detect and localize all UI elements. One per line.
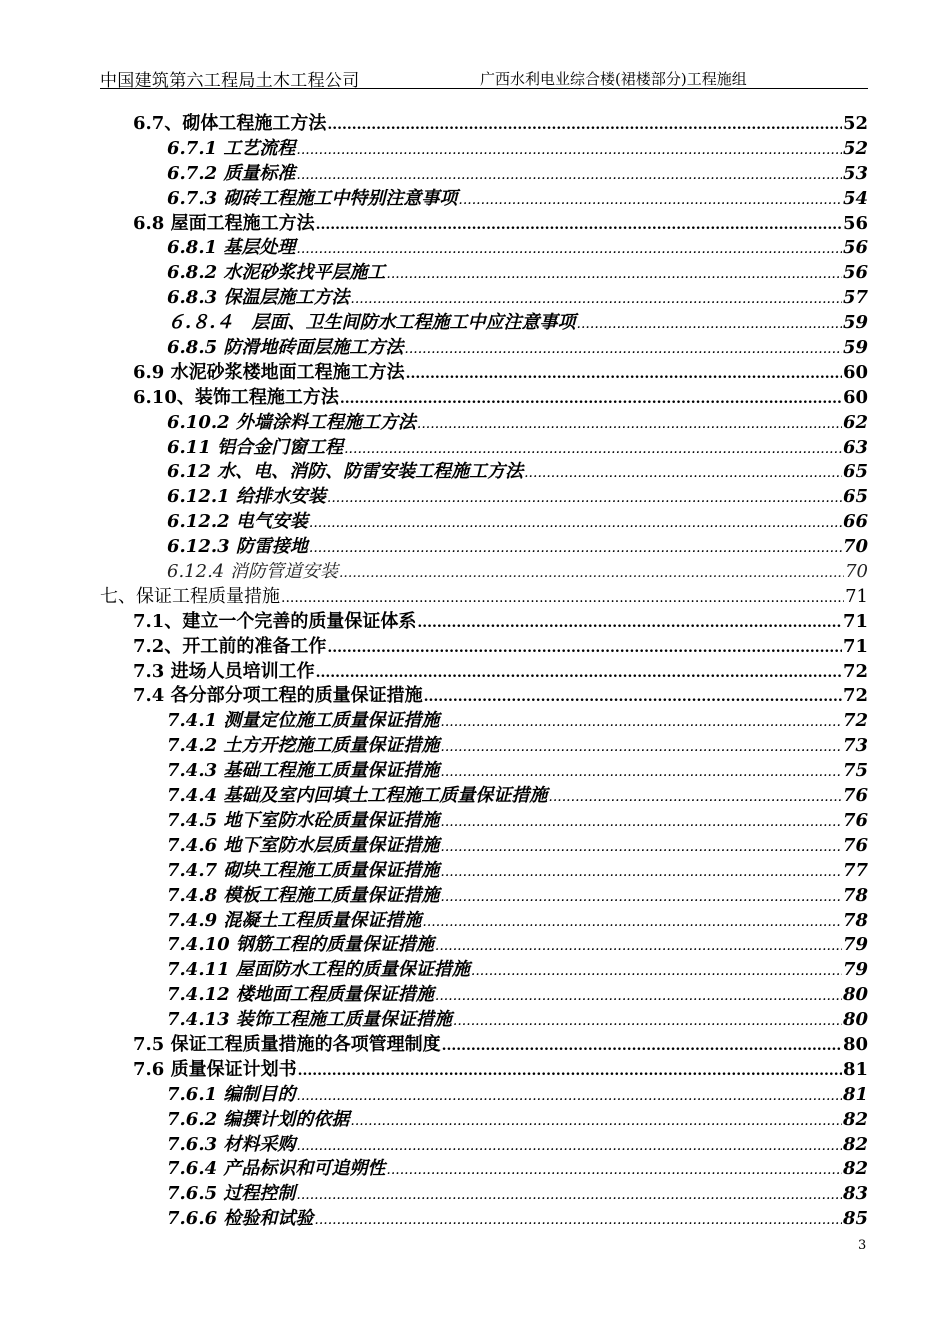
toc-entry-title: 7.6.1 编制目的	[167, 1083, 296, 1105]
toc-dot-leader	[524, 460, 842, 486]
toc-entry-page: 78	[842, 909, 868, 931]
toc-entry[interactable]	[100, 660, 868, 685]
toc-dot-leader	[440, 709, 842, 735]
toc-dot-leader	[327, 485, 842, 511]
toc-entry-title: 7.4.1 测量定位施工质量保证措施	[167, 710, 440, 732]
toc-entry-page: 72	[842, 660, 868, 682]
toc-dot-leader	[296, 1182, 842, 1208]
toc-entry-page: 78	[842, 884, 868, 906]
toc-entry-title: 7.4 各分部分项工程的质量保证措施	[133, 685, 423, 707]
toc-entry-page: 52	[842, 113, 868, 134]
toc-entry[interactable]	[100, 112, 868, 137]
toc-dot-leader	[327, 112, 842, 138]
toc-dot-leader	[435, 983, 842, 1009]
toc-entry[interactable]	[100, 336, 868, 361]
toc-entry[interactable]	[100, 485, 868, 510]
toc-dot-leader	[435, 933, 842, 959]
toc-dot-leader	[440, 834, 842, 860]
toc-entry[interactable]	[100, 460, 868, 485]
toc-entry[interactable]	[100, 212, 868, 237]
toc-entry-page: 85	[842, 1208, 868, 1230]
toc-entry[interactable]	[100, 884, 868, 909]
toc-entry-page: 56	[842, 262, 868, 284]
toc-entry-title: 6.11 铝合金门窗工程	[167, 436, 344, 458]
toc-entry-page: 66	[842, 511, 868, 533]
toc-entry-title: 7.6.3 材料采购	[167, 1133, 296, 1155]
toc-dot-leader	[296, 137, 842, 163]
toc-entry-title: 6.12.3 防雷接地	[167, 536, 308, 558]
toc-entry-title: 6.10.2 外墙涂料工程施工方法	[167, 411, 416, 433]
toc-entry-page: 54	[842, 187, 868, 209]
toc-entry-title: 7.4.7 砌块工程施工质量保证措施	[167, 859, 440, 881]
toc-entry[interactable]	[100, 834, 868, 859]
toc-entry-page: 75	[842, 760, 868, 782]
toc-entry-page: 76	[842, 785, 868, 807]
header-project: 广西水利电业综合楼(裙楼部分)工程施组	[480, 70, 747, 88]
toc-entry[interactable]	[100, 1008, 868, 1033]
toc-entry-title: 7.4.11 屋面防水工程的质量保证措施	[167, 959, 470, 981]
toc-entry[interactable]	[100, 734, 868, 759]
toc-entry[interactable]	[100, 1033, 868, 1058]
toc-entry[interactable]	[100, 784, 868, 809]
toc-entry-page: 56	[842, 237, 868, 259]
toc-entry-page: 73	[842, 735, 868, 757]
toc-entry[interactable]	[100, 1058, 868, 1083]
toc-entry-title: 7.4.12 楼地面工程质量保证措施	[167, 984, 434, 1006]
toc-entry[interactable]	[100, 236, 868, 261]
toc-entry-page: 62	[842, 411, 868, 433]
toc-dot-leader	[296, 1133, 842, 1159]
toc-dot-leader	[440, 884, 842, 910]
toc-entry[interactable]	[100, 809, 868, 834]
header-company: 中国建筑第六工程局土木工程公司	[100, 71, 360, 91]
toc-dot-leader	[442, 1033, 842, 1059]
toc-entry[interactable]	[100, 560, 868, 585]
toc-entry-title: 6.8 屋面工程施工方法	[133, 212, 315, 234]
toc-entry-title: 7.4.6 地下室防水层质量保证措施	[167, 834, 440, 856]
toc-entry[interactable]	[100, 261, 868, 286]
toc-entry-page: 63	[842, 436, 868, 458]
toc-dot-leader	[340, 386, 842, 412]
toc-dot-leader	[316, 212, 842, 238]
toc-entry-page: 71	[842, 635, 868, 657]
toc-entry-page: 82	[842, 1133, 868, 1155]
toc-entry[interactable]	[100, 983, 868, 1008]
toc-entry[interactable]	[100, 411, 868, 436]
toc-entry-page: 79	[842, 959, 868, 981]
toc-entry-title: 七、保证工程质量措施	[100, 585, 280, 607]
toc-entry[interactable]	[100, 635, 868, 660]
toc-dot-leader	[424, 684, 842, 710]
toc-entry[interactable]	[100, 958, 868, 983]
toc-entry-title: ６.８.４ 层面、卫生间防水工程施工中应注意事项	[167, 312, 576, 334]
toc-entry[interactable]	[100, 510, 868, 535]
toc-entry-title: 7.6.2 编撰计划的依据	[167, 1108, 350, 1130]
toc-entry[interactable]	[100, 1182, 868, 1207]
toc-entry-title: 6.10、装饰工程施工方法	[133, 386, 339, 408]
toc-entry-title: 7.4.4 基础及室内回填土工程施工质量保证措施	[167, 785, 548, 807]
toc-entry[interactable]	[100, 933, 868, 958]
toc-dot-leader	[296, 1083, 842, 1109]
toc-entry-page: 76	[842, 809, 868, 831]
toc-entry-title: 6.12 水、电、消防、防雷安装工程施工方法	[167, 461, 524, 483]
toc-dot-leader	[577, 311, 842, 337]
toc-dot-leader	[327, 635, 842, 661]
toc-entry-title: 6.8.5 防滑地砖面层施工方法	[167, 337, 404, 359]
toc-dot-leader	[548, 784, 842, 810]
toc-dot-leader	[440, 859, 842, 885]
toc-entry[interactable]	[100, 684, 868, 709]
toc-entry-title: 6.7.3 砌砖工程施工中特别注意事项	[167, 187, 458, 209]
toc-entry[interactable]	[100, 1108, 868, 1133]
toc-entry-title: 6.8.2 水泥砂浆找平层施工	[167, 262, 386, 284]
toc-dot-leader	[471, 958, 842, 984]
toc-entry[interactable]	[100, 709, 868, 734]
toc-entry-page: 65	[842, 461, 868, 483]
toc-dot-leader	[458, 187, 842, 213]
toc-entry-page: 71	[845, 585, 868, 607]
toc-dot-leader	[344, 436, 842, 462]
toc-entry-title: 6.8.1 基层处理	[167, 237, 296, 259]
toc-dot-leader	[386, 261, 842, 287]
toc-entry-title: 6.9 水泥砂浆楼地面工程施工方法	[133, 361, 405, 383]
toc-entry[interactable]	[100, 162, 868, 187]
toc-entry-title: 6.7.2 质量标准	[167, 162, 296, 184]
toc-dot-leader	[316, 660, 842, 686]
toc-entry-title: 7.6.5 过程控制	[167, 1183, 296, 1205]
toc-dot-leader	[386, 1157, 842, 1183]
toc-entry-title: 6.12.4 消防管道安装	[167, 561, 338, 583]
toc-entry-page: 53	[842, 162, 868, 184]
toc-entry-page: 83	[842, 1183, 868, 1205]
toc-entry-page: 80	[842, 984, 868, 1006]
toc-entry-title: 7.4.10 钢筋工程的质量保证措施	[167, 934, 434, 956]
toc-entry-page: 60	[842, 386, 868, 408]
toc-entry-page: 80	[842, 1009, 868, 1031]
toc-entry[interactable]	[100, 859, 868, 884]
toc-entry-title: 6.7.1 工艺流程	[167, 137, 296, 159]
toc-entry-title: 7.6 质量保证计划书	[133, 1058, 297, 1080]
toc-entry[interactable]	[100, 311, 868, 336]
toc-entry-title: 6.12.2 电气安装	[167, 511, 308, 533]
toc-entry[interactable]	[100, 386, 868, 411]
toc-entry-page: 52	[842, 137, 868, 159]
toc-dot-leader	[440, 759, 842, 785]
toc-entry-page: 70	[842, 536, 868, 558]
toc-entry-title: 7.6.4 产品标识和可追朔性	[167, 1158, 386, 1180]
toc-dot-leader	[422, 909, 842, 935]
toc-dot-leader	[406, 361, 842, 387]
toc-entry-title: 7.4.8 模板工程施工质量保证措施	[167, 884, 440, 906]
toc-entry-page: 72	[842, 710, 868, 732]
toc-dot-leader	[350, 1108, 842, 1134]
toc-entry-title: 7.5 保证工程质量措施的各项管理制度	[133, 1033, 441, 1055]
toc-dot-leader	[440, 734, 842, 760]
toc-entry-title: 6.8.3 保温层施工方法	[167, 287, 350, 309]
toc-entry-title: 7.1、建立一个完善的质量保证体系	[133, 610, 417, 632]
toc-entry-page: 65	[842, 486, 868, 508]
toc-entry[interactable]	[100, 187, 868, 212]
toc-dot-leader	[350, 286, 842, 312]
toc-entry-title: 7.4.5 地下室防水砼质量保证措施	[167, 809, 440, 831]
table-of-contents	[100, 112, 868, 1232]
toc-entry[interactable]	[100, 909, 868, 934]
toc-entry-page: 71	[842, 610, 868, 632]
page-number: 3	[858, 1238, 867, 1253]
toc-entry[interactable]	[100, 610, 868, 635]
toc-entry-page: 59	[842, 337, 868, 359]
toc-dot-leader	[417, 411, 842, 437]
toc-dot-leader	[417, 610, 842, 636]
toc-entry[interactable]	[100, 1083, 868, 1108]
toc-entry-title: 6.12.1 给排水安装	[167, 486, 326, 508]
toc-entry-page: 77	[842, 859, 868, 881]
toc-entry-title: 7.3 进场人员培训工作	[133, 660, 315, 682]
toc-dot-leader	[314, 1207, 842, 1233]
page-header	[100, 66, 868, 90]
toc-entry[interactable]	[100, 1207, 868, 1232]
toc-dot-leader	[281, 585, 844, 611]
toc-entry-page: 81	[842, 1083, 868, 1105]
toc-entry-title: 7.4.9 混凝土工程质量保证措施	[167, 909, 422, 931]
toc-dot-leader	[404, 336, 842, 362]
toc-entry[interactable]	[100, 759, 868, 784]
toc-entry-page: 79	[842, 934, 868, 956]
toc-entry-title: 7.2、开工前的准备工作	[133, 635, 327, 657]
toc-entry-page: 76	[842, 834, 868, 856]
toc-dot-leader	[339, 560, 844, 586]
toc-entry[interactable]	[100, 137, 868, 162]
toc-entry-page: 72	[842, 685, 868, 707]
toc-entry-title: 7.6.6 检验和试验	[167, 1208, 314, 1230]
toc-dot-leader	[309, 510, 842, 536]
toc-dot-leader	[296, 236, 842, 262]
toc-dot-leader	[296, 162, 842, 188]
toc-entry-page: 57	[842, 287, 868, 309]
toc-entry-page: 60	[842, 361, 868, 383]
toc-entry[interactable]	[100, 1157, 868, 1182]
toc-entry-page: 82	[842, 1108, 868, 1130]
toc-dot-leader	[440, 809, 842, 835]
toc-dot-leader	[298, 1058, 842, 1084]
toc-entry-title: 7.4.2 土方开挖施工质量保证措施	[167, 735, 440, 757]
toc-entry-title: 7.4.13 装饰工程施工质量保证措施	[167, 1009, 452, 1031]
toc-entry-page: 70	[845, 561, 868, 583]
toc-entry[interactable]	[100, 585, 868, 610]
header-divider	[100, 88, 868, 89]
toc-entry-page: 82	[842, 1158, 868, 1180]
toc-entry-page: 59	[842, 312, 868, 334]
toc-entry[interactable]	[100, 535, 868, 560]
toc-dot-leader	[309, 535, 842, 561]
toc-dot-leader	[453, 1008, 842, 1034]
toc-entry-title: 6.7、砌体工程施工方法	[133, 113, 327, 134]
toc-entry-page: 56	[842, 212, 868, 234]
toc-entry[interactable]	[100, 361, 868, 386]
toc-entry-title: 7.4.3 基础工程施工质量保证措施	[167, 760, 440, 782]
toc-entry[interactable]	[100, 286, 868, 311]
toc-entry[interactable]	[100, 436, 868, 461]
toc-entry-page: 80	[842, 1033, 868, 1055]
toc-entry[interactable]	[100, 1133, 868, 1158]
toc-entry-page: 81	[842, 1058, 868, 1080]
